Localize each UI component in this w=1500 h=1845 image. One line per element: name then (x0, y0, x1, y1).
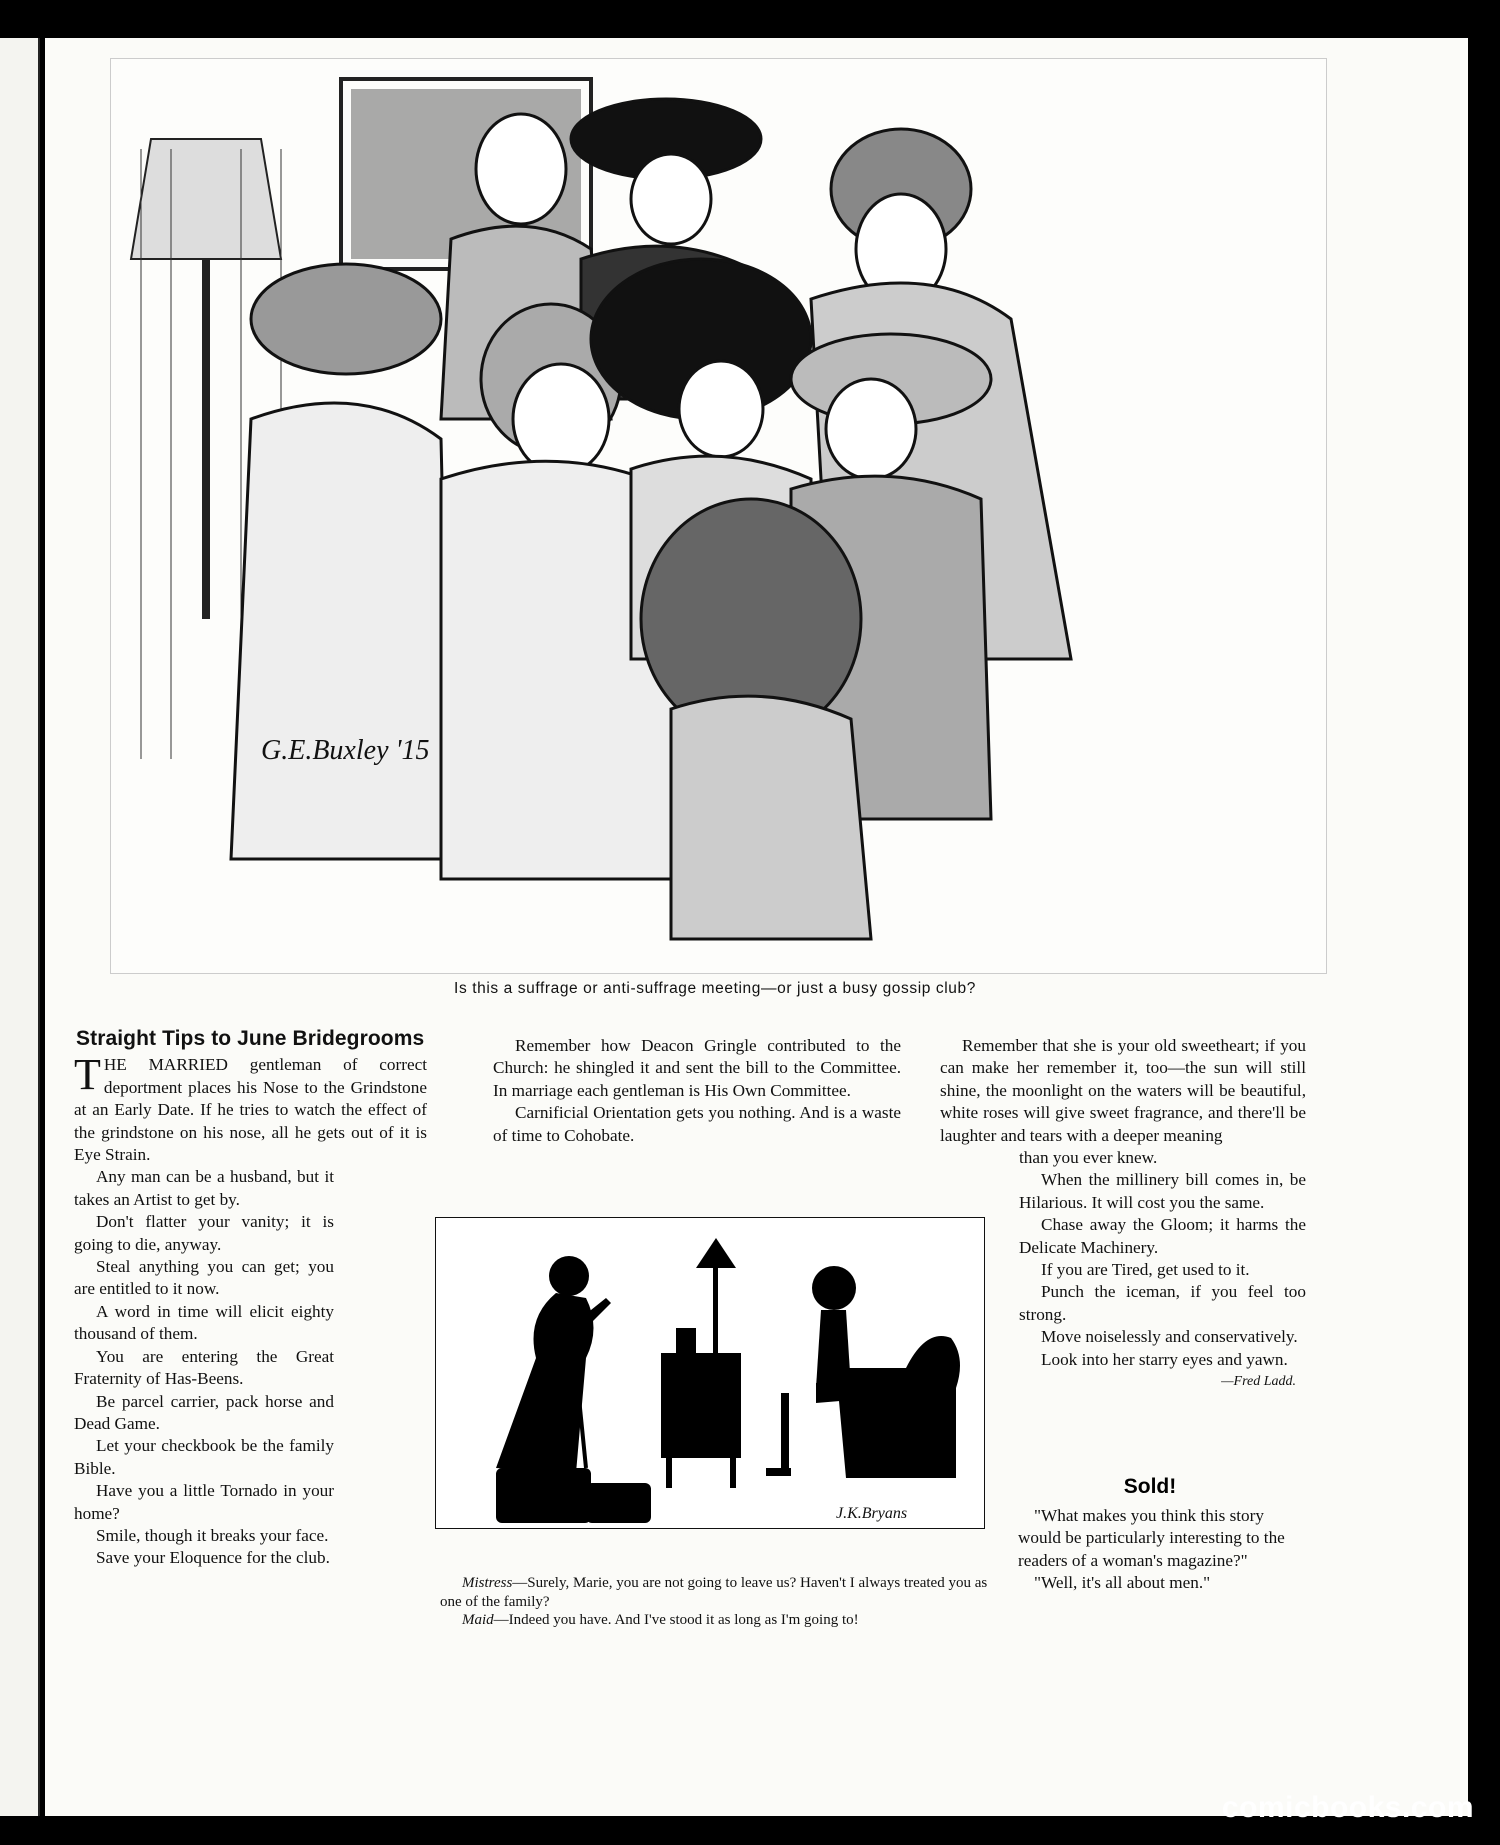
article-paragraph: Chase away the Gloom; it harms the Delicate Machinery. (1019, 1215, 1306, 1257)
silhouette-cartoon (435, 1217, 985, 1529)
satchel (586, 1483, 651, 1523)
artist-signature: G.E.Buxley '15 (261, 735, 430, 766)
article-paragraph: Look into her starry eyes and yawn. —Fred Ladd. (1019, 1349, 1306, 1371)
article-paragraph: Steal anything you can get; you are entitled to it now. (74, 1257, 334, 1299)
lamp-shade (131, 139, 281, 259)
article-paragraph: Carnificial Orientation gets you nothing. And is a waste of time to Cohobate. (493, 1103, 901, 1145)
article-paragraph: Any man can be a husband, but it takes an Artist to get by. (74, 1167, 334, 1209)
article-paragraph: than you ever knew. (1019, 1148, 1158, 1168)
article-paragraph: A word in time will elicit eighty thousand of them. (74, 1301, 334, 1344)
article-paragraph: Move noiselessly and conservatively. (1041, 1327, 1298, 1347)
sold-headline: Sold! (1123, 1475, 1177, 1498)
drop-cap: T (74, 1050, 101, 1100)
site-watermark: comicbooks.com (1221, 1791, 1474, 1824)
article-column-2 (493, 1035, 901, 1147)
column-1-narrow-block (74, 1166, 334, 1569)
gossip-club-drawing (111, 59, 1326, 973)
sold-joke (1018, 1505, 1304, 1595)
book-spine (0, 38, 40, 1816)
silhouette-signature: J.K.Bryans (836, 1505, 908, 1522)
article-headline: Straight Tips to June Bridegrooms (76, 1027, 425, 1050)
maid-silhouette (496, 1256, 651, 1523)
silhouette-caption (440, 1574, 988, 1630)
article-paragraph: If you are Tired, get used to it. (1041, 1260, 1250, 1280)
article-column-3 (940, 1035, 1306, 1394)
article-paragraph: When the millinery bill comes in, be Hilarious. It will cost you the same. (1019, 1170, 1306, 1212)
joke-line: "Well, it's all about men." (1034, 1573, 1211, 1593)
armchair (836, 1336, 960, 1478)
article-paragraph: Have you a little Tornado in your home? (74, 1481, 334, 1523)
author-signature: —Fred Ladd. (1221, 1374, 1296, 1390)
joke-line: "What makes you think this story would be particularly interesting to the readers of a woman's magazine?" (1018, 1506, 1285, 1570)
caption-line-maid: Maid—Indeed you have. And I've stood it as long as I'm going to! (462, 1612, 859, 1628)
article-paragraph: Smile, though it breaks your face. (96, 1525, 329, 1545)
article-paragraph: Don't flatter your vanity; it is going to die, anyway. (74, 1212, 334, 1254)
article-paragraph: You are entering the Great Fraternity of Has-Beens. (74, 1346, 334, 1389)
article-paragraph: Let your checkbook be the family Bible. (74, 1436, 334, 1478)
article-paragraph: Punch the iceman, if you feel too strong. (1019, 1282, 1306, 1324)
article-column-1 (74, 1028, 427, 1570)
article-paragraph: Remember that she is your old sweetheart; if you can make her remember it, too—the sun will still shine, the moonlight on the waters will be beautiful, white roses will give sweet fragrance, and there'll be laughter and tears with a deeper meaning (940, 1036, 1306, 1145)
article-paragraph: THE MARRIED gentleman of correct deportment places his Nose to the Grindstone at an Early Date. If he tries to watch the effect of the grindstone on his nose, all he gets out of it is Eye Strain. (74, 1050, 427, 1165)
suitcase (496, 1468, 591, 1523)
silhouette-drawing (436, 1218, 984, 1528)
illustration-caption: Is this a suffrage or anti-suffrage meeting—or just a busy gossip club? (454, 980, 976, 997)
woman-back-hair (641, 499, 871, 939)
table-and-lamp (661, 1238, 741, 1488)
column-3-lower-block (1019, 1147, 1306, 1390)
woman-hat-left (231, 264, 451, 859)
article-paragraph: Save your Eloquence for the club. (96, 1548, 330, 1568)
caption-line-mistress: Mistress—Surely, Marie, you are not going to leave us? Haven't I always treated you as one of the family? (440, 1575, 988, 1610)
main-illustration (110, 58, 1327, 974)
article-paragraph: Be parcel carrier, pack horse and Dead Game. (74, 1391, 334, 1433)
article-paragraph: Remember how Deacon Gringle contributed to the Church: he shingled it and sent the bill to the Committee. In marriage each gentleman is His Own Committee. (493, 1036, 901, 1100)
